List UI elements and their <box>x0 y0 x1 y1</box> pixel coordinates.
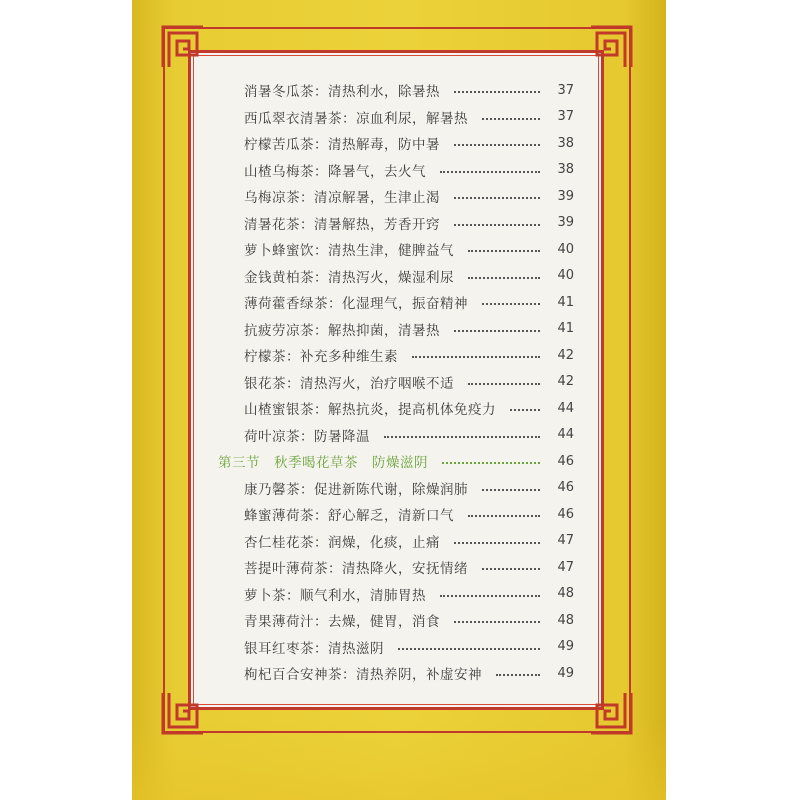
toc-entry <box>214 608 574 632</box>
toc-entry <box>214 502 574 526</box>
toc-entry <box>214 184 574 208</box>
toc-entry <box>214 237 574 261</box>
toc-page-number: 39 <box>557 215 574 230</box>
dot-leader <box>454 144 540 146</box>
toc-entry-title: 乌梅凉茶：清凉解暑，生津止渴 <box>244 190 440 206</box>
toc-entry-title: 西瓜翠衣清暑茶：凉血利尿，解暑热 <box>244 110 468 127</box>
toc-entry <box>214 290 574 314</box>
toc-page-number: 47 <box>557 533 574 548</box>
toc-entry-title: 枸杞百合安神茶：清热养阴，补虚安神 <box>244 667 482 683</box>
toc-entry-title: 杏仁桂花茶：润燥，化痰，止痛 <box>244 534 440 551</box>
toc-page-number: 38 <box>557 162 574 177</box>
toc-page-number: 42 <box>557 374 574 389</box>
toc-page-number: 46 <box>557 453 574 469</box>
dot-leader <box>510 409 540 411</box>
toc-page-number: 44 <box>557 400 574 416</box>
toc-page-number: 46 <box>557 506 574 522</box>
toc-entry-title: 山楂乌梅茶：降暑气，去火气 <box>244 163 426 180</box>
toc-page-number: 48 <box>557 612 574 628</box>
toc-page-number: 41 <box>557 294 574 310</box>
dot-leader <box>482 568 540 570</box>
toc-entry-title: 萝卜茶：顺气利水，清肺胃热 <box>244 587 426 604</box>
dot-leader <box>454 542 540 544</box>
dot-leader <box>468 277 540 279</box>
toc-entry-title: 康乃馨茶：促进新陈代谢，除燥润肺 <box>244 481 468 498</box>
toc-entry <box>214 131 574 155</box>
dot-leader <box>482 489 540 491</box>
toc-entry <box>214 264 574 288</box>
toc-entry <box>214 211 574 235</box>
dot-leader <box>482 118 540 120</box>
toc-page-number: 46 <box>557 480 574 495</box>
toc-page-number: 49 <box>557 639 574 654</box>
dot-leader <box>398 648 540 650</box>
toc-page-number: 41 <box>557 321 574 336</box>
dot-leader <box>384 436 540 438</box>
toc-entry-title: 柠檬苦瓜茶：清热解毒，防中暑 <box>244 137 440 153</box>
toc-entry <box>214 635 574 659</box>
toc-entry-title: 蜂蜜薄荷茶：舒心解乏，清新口气 <box>244 508 454 524</box>
corner-ornament-bottom-right <box>589 691 633 735</box>
dot-leader <box>454 197 540 199</box>
toc-entry <box>214 423 574 447</box>
dot-leader <box>454 330 540 332</box>
toc-page-number: 42 <box>557 347 574 363</box>
dot-leader <box>454 91 540 93</box>
toc-page-number: 39 <box>557 188 574 204</box>
toc-entry-title: 抗疲劳凉茶：解热抑菌，清暑热 <box>244 322 440 339</box>
toc-entry <box>214 582 574 606</box>
toc-entry-title: 金钱黄柏茶：清热泻火，燥湿利尿 <box>244 269 454 286</box>
toc-entry-title: 菩提叶薄荷茶：清热降火，安抚情绪 <box>244 561 468 577</box>
dot-leader <box>412 356 540 358</box>
toc-entry-title: 薄荷藿香绿茶：化湿理气，振奋精神 <box>244 296 468 312</box>
toc-section-heading <box>214 449 574 473</box>
toc-entry <box>214 343 574 367</box>
toc-page-number: 44 <box>557 427 574 442</box>
toc-page-number: 48 <box>557 586 574 601</box>
toc-entry <box>214 555 574 579</box>
corner-ornament-top-right <box>589 25 633 69</box>
dot-leader <box>468 250 540 252</box>
toc-page-number: 40 <box>557 268 574 283</box>
toc-entry <box>214 317 574 341</box>
dot-leader <box>440 171 540 173</box>
toc-entry-title: 清暑花茶：清暑解热，芳香开窍 <box>244 216 440 233</box>
toc-page-number: 40 <box>557 241 574 257</box>
toc-entry <box>214 661 574 685</box>
toc-entry <box>214 78 574 102</box>
toc-entry <box>214 396 574 420</box>
toc-entry-title: 山楂蜜银茶：解热抗炎，提高机体免疫力 <box>244 402 496 418</box>
corner-ornament-bottom-left <box>161 691 205 735</box>
toc-entry-title: 荷叶凉茶：防暑降温 <box>244 428 370 445</box>
corner-ornament-top-left <box>161 25 205 69</box>
toc-page-number: 49 <box>557 665 574 681</box>
toc-entry <box>214 370 574 394</box>
dot-leader <box>454 621 540 623</box>
dot-leader <box>482 303 540 305</box>
toc-entry-title: 青果薄荷汁：去燥，健胃，消食 <box>244 614 440 630</box>
toc-page-number: 37 <box>557 82 574 98</box>
dot-leader <box>468 383 540 385</box>
toc-entry-title: 第三节 秋季喝花草茶 防燥滋阴 <box>218 455 428 471</box>
toc-entry-title: 柠檬茶：补充多种维生素 <box>244 349 398 365</box>
dot-leader <box>454 224 540 226</box>
dot-leader <box>496 674 540 676</box>
toc-entry-title: 萝卜蜂蜜饮：清热生津，健脾益气 <box>244 243 454 259</box>
toc-page-number: 47 <box>557 559 574 575</box>
dot-leader <box>440 595 540 597</box>
toc-page-number: 37 <box>557 109 574 124</box>
toc-entry <box>214 529 574 553</box>
toc-entry <box>214 476 574 500</box>
toc-entry-title: 消暑冬瓜茶：清热利水，除暑热 <box>244 84 440 100</box>
dot-leader <box>468 515 540 517</box>
toc-entry <box>214 105 574 129</box>
toc-entry-title: 银花茶：清热泻火，治疗咽喉不适 <box>244 375 454 392</box>
dot-leader <box>442 462 540 464</box>
toc-entry-title: 银耳红枣茶：清热滋阴 <box>244 640 384 657</box>
toc-entry <box>214 158 574 182</box>
toc-page-number: 38 <box>557 135 574 151</box>
